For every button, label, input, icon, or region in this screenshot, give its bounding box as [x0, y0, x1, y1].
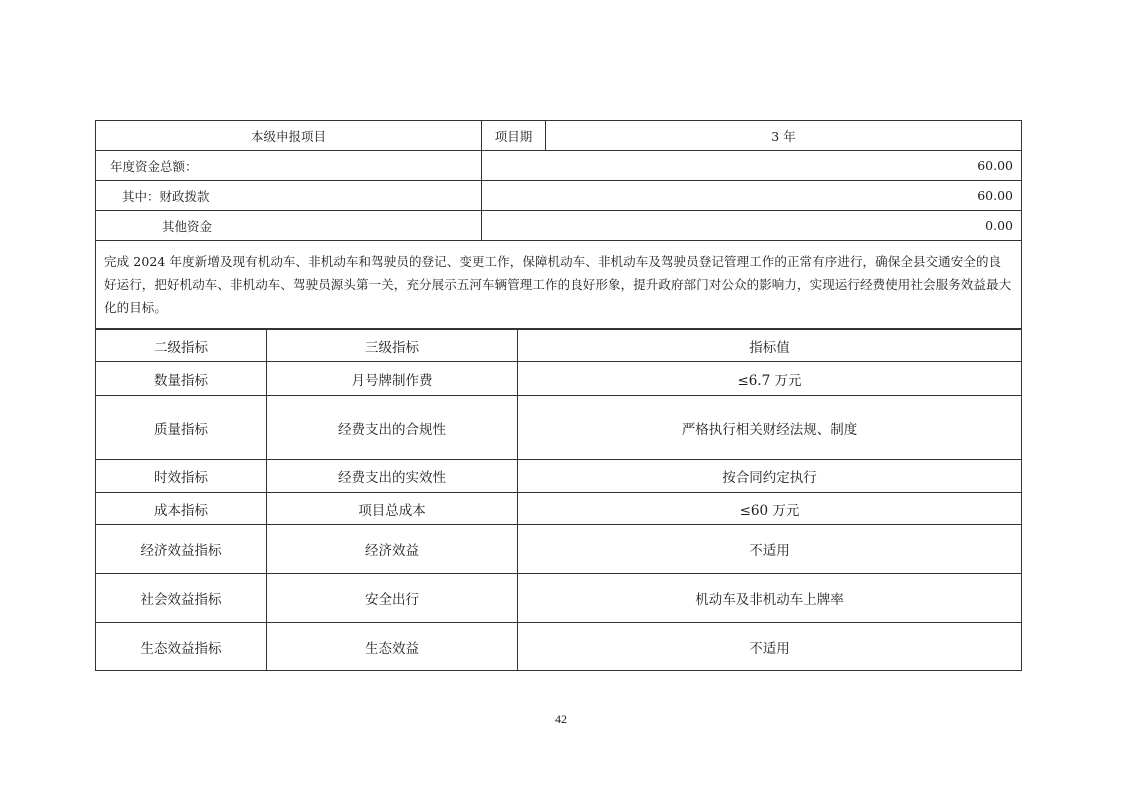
level2-cell: 质量指标 — [96, 396, 267, 460]
level3-cell: 安全出行 — [267, 574, 518, 623]
value-cell: 不适用 — [518, 525, 1022, 574]
header-level3: 三级指标 — [267, 330, 518, 362]
period-label: 项目期 — [482, 121, 546, 151]
level3-cell: 月号牌制作费 — [267, 362, 518, 396]
table-row — [96, 525, 1022, 574]
funding-label: 其他资金 — [96, 211, 482, 241]
table-row — [96, 574, 1022, 623]
level3-cell: 经济效益 — [267, 525, 518, 574]
summary-header-row — [96, 121, 1022, 151]
goal-row — [96, 241, 1022, 329]
project-level-label: 本级申报项目 — [96, 121, 482, 151]
level3-cell: 生态效益 — [267, 623, 518, 671]
value-cell: ≤6.7 万元 — [518, 362, 1022, 396]
value-cell: 机动车及非机动车上牌率 — [518, 574, 1022, 623]
indicator-table — [95, 329, 1022, 671]
funding-row-total — [96, 151, 1022, 181]
header-value: 指标值 — [518, 330, 1022, 362]
header-level2: 二级指标 — [96, 330, 267, 362]
goal-text: 完成 2024 年度新增及现有机动车、非机动车和驾驶员的登记、变更工作，保障机动车、非机动车及驾驶员登记管理工作的正常有序进行，确保全县交通安全的良好运行，把好机动车、非机动车、驾驶员源头第一关，充分展示五河车辆管理工作的良好形象，提升政府部门对公众的影响力，实现运行经费使用社会服务效益最大化的目标。 — [104, 254, 1012, 315]
table-row — [96, 623, 1022, 671]
level2-cell: 社会效益指标 — [96, 574, 267, 623]
level2-cell: 数量指标 — [96, 362, 267, 396]
value-cell: 严格执行相关财经法规、制度 — [518, 396, 1022, 460]
indicator-header-row — [96, 330, 1022, 362]
level3-cell: 经费支出的合规性 — [267, 396, 518, 460]
table-row — [96, 396, 1022, 460]
funding-value: 60.00 — [482, 181, 1022, 211]
level2-cell: 成本指标 — [96, 493, 267, 525]
funding-row-fiscal — [96, 181, 1022, 211]
period-value: 3 年 — [546, 121, 1022, 151]
table-row — [96, 460, 1022, 493]
funding-value: 60.00 — [482, 151, 1022, 181]
value-cell: 按合同约定执行 — [518, 460, 1022, 493]
value-cell: ≤60 万元 — [518, 493, 1022, 525]
level3-cell: 项目总成本 — [267, 493, 518, 525]
funding-label: 年度资金总额： — [96, 151, 482, 181]
funding-value: 0.00 — [482, 211, 1022, 241]
goal-cell — [96, 241, 1022, 329]
level2-cell: 时效指标 — [96, 460, 267, 493]
level2-cell: 经济效益指标 — [96, 525, 267, 574]
level3-cell: 经费支出的实效性 — [267, 460, 518, 493]
project-summary-table — [95, 120, 1022, 329]
table-row — [96, 493, 1022, 525]
page-number: 42 — [555, 712, 567, 726]
funding-label: 其中：财政拨款 — [96, 181, 482, 211]
funding-row-other — [96, 211, 1022, 241]
table-row — [96, 362, 1022, 396]
level2-cell: 生态效益指标 — [96, 623, 267, 671]
value-cell: 不适用 — [518, 623, 1022, 671]
